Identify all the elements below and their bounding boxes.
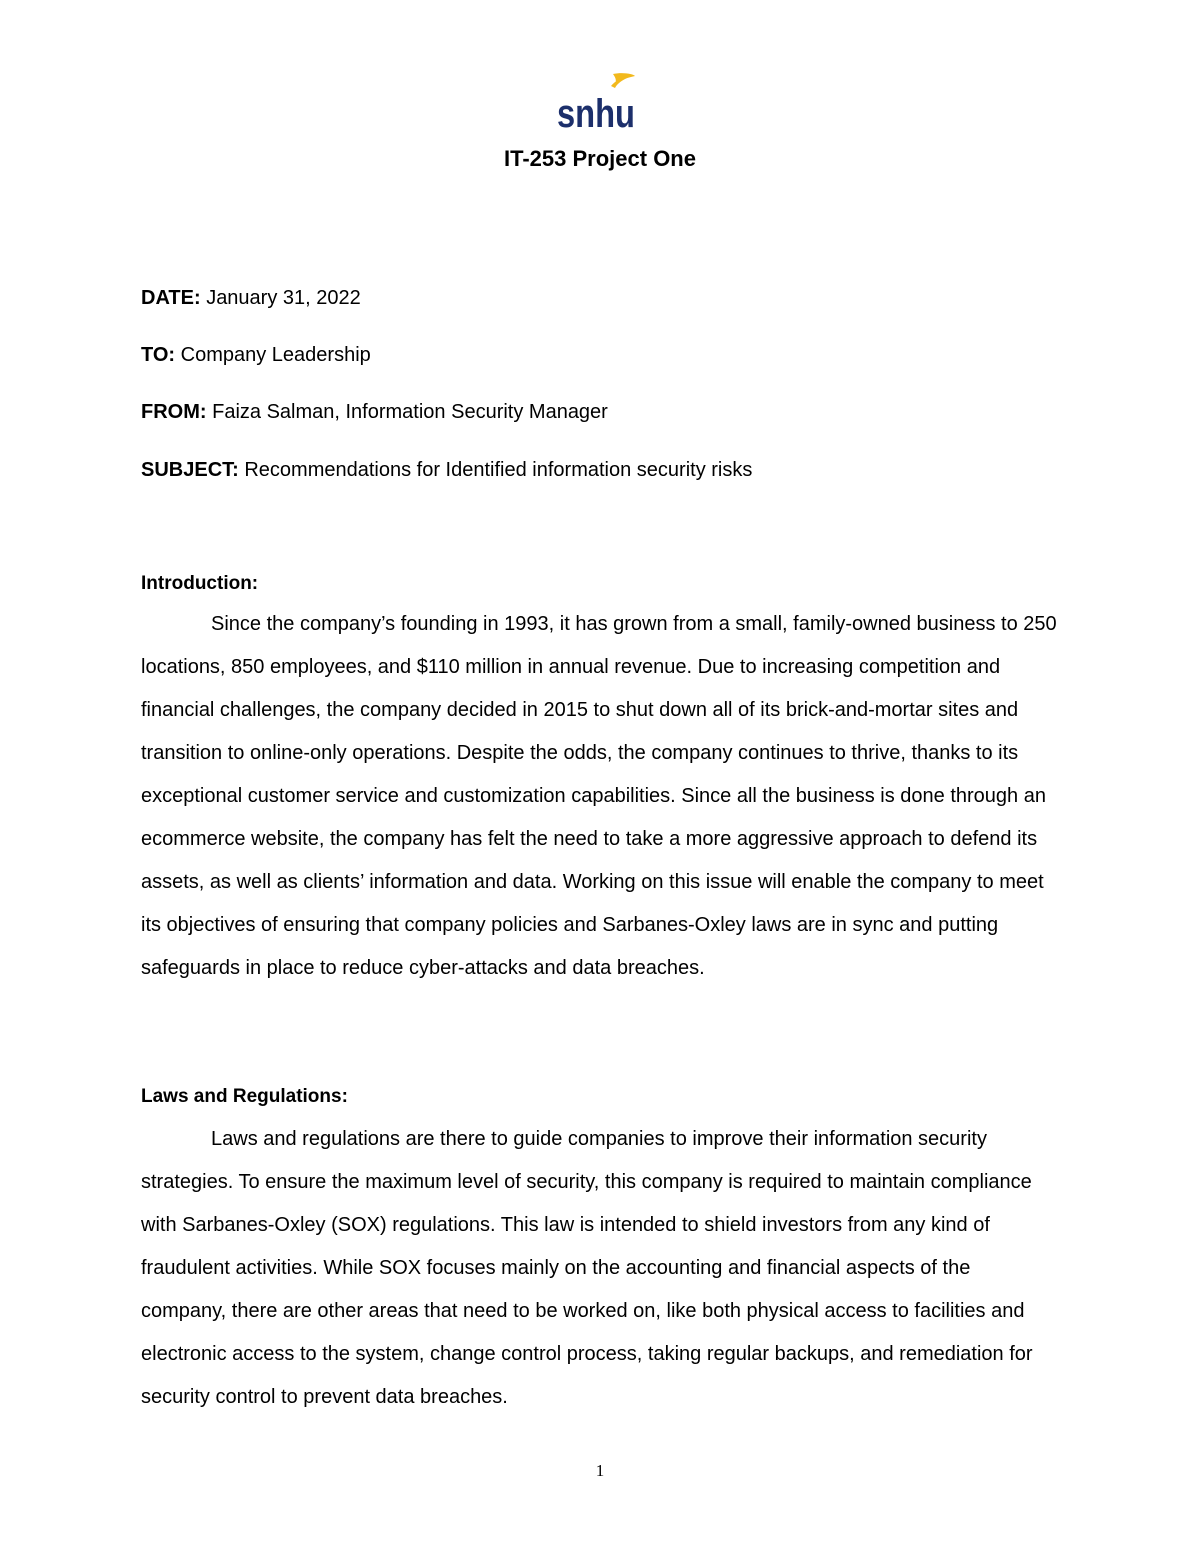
to-value: Company Leadership: [180, 344, 371, 366]
snhu-logo: [555, 72, 639, 136]
svg-text:snhu: snhu: [557, 92, 635, 136]
memo-date: [141, 284, 361, 312]
laws-heading: Laws and Regulations:: [141, 1086, 348, 1107]
document-title: IT-253 Project One: [504, 146, 696, 171]
memo-from: [141, 398, 608, 426]
laws-paragraph: Laws and regulations are there to guide companies to improve their information security strategies. To ensure the maximum level of security, this company is required to maintain compliance with Sarbanes-Oxley (SOX) regulations. This law is intended to shield investors from any kind of fraudulent activities. While SOX focuses mainly on the accounting and financial aspects of the company, there are other areas that need to be worked on, like both physical access to facilities and electronic access to the system, change control process, taking regular backups, and remediation for security control to prevent data breaches.: [141, 1128, 1033, 1408]
from-label: FROM:: [141, 401, 207, 423]
from-value: Faiza Salman, Information Security Manager: [212, 401, 608, 423]
page-number: 1: [595, 1461, 605, 1480]
introduction-paragraph: Since the company’s founding in 1993, it has grown from a small, family-owned business to 250 locations, 850 employees, and $110 million in annual revenue. Due to increasing competition and financial challenges, the company decided in 2015 to shut down all of its brick-and-mortar sites and transition to online-only operations. Despite the odds, the company continues to thrive, thanks to its exceptional customer service and customization capabilities. Since all the business is done through an ecommerce website, the company has felt the need to take a more aggressive approach to defend its assets, as well as clients’ information and data. Working on this issue will enable the company to meet its objectives of ensuring that company policies and Sarbanes-Oxley laws are in sync and putting safeguards in place to reduce cyber-attacks and data breaches.: [141, 613, 1057, 979]
memo-subject: [141, 456, 752, 484]
date-label: DATE:: [141, 287, 201, 309]
subject-value: Recommendations for Identified information security risks: [244, 459, 753, 481]
to-label: TO:: [141, 344, 176, 366]
subject-label: SUBJECT:: [141, 459, 239, 481]
date-value: January 31, 2022: [206, 287, 361, 309]
introduction-heading: Introduction:: [141, 573, 259, 594]
memo-to: [141, 341, 371, 369]
